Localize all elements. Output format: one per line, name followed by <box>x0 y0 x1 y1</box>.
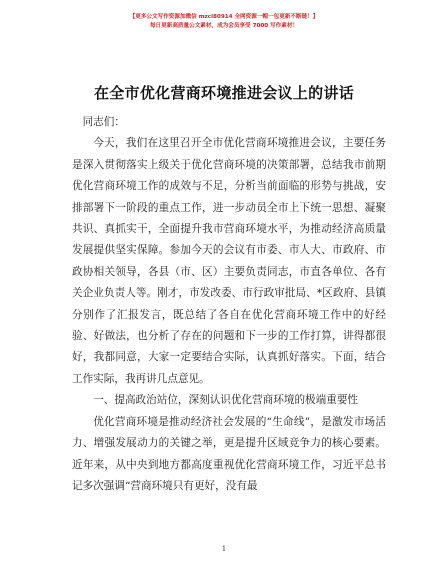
salutation: 同志们： <box>82 116 125 128</box>
paragraph-section1-body: 优化营商环境是推动经济社会发展的“生命线”，是激发市场活力、增强发展动力的关键之举，更是提升区域竞争力的核心要素。近年来，从中央到地方都高度重视优化营商环境工作，习近平总书记多次强调“营商环境只有更好，没有最 <box>72 415 386 492</box>
promo-banner-left: 【更多公文写作资源加微信 <box>129 14 197 20</box>
promo-banner-right: 全网资源一帽一包更新不断链！】 <box>234 14 319 20</box>
paragraph-intro: 今天，我们在这里召开全市优化营商环境推进会议，主要任务是深入贯彻落实上级关于优化营商环境的决策部署，总结我市前期优化营商环境工作的成效与不足，分析当前面临的形势与挑战，安排部署下一阶段的重点工作，进一步动员全市上下统一思想、凝聚共识、真抓实干，全面提升我市营商环境水平，为推动经济高质量发展提供坚实保障。参加今天的会议有市委、市人大、市政府、市政协相关领导，各县（市、区）主要负责同志，市直各单位、各有关企业负责人等。刚才，市发改委、市行政审批局、*区政府、县镇分别作了汇报发言，既总结了各自在优化营商环境工作中的好经验、好做法，也分析了存在的问题和下一步的工作打算，讲得都很好，我都同意，大家一定要结合实际，认真抓好落实。下面，结合工作实际，我再讲几点意见。 <box>72 137 386 385</box>
document-body <box>72 112 386 497</box>
page-number: 1 <box>221 545 227 553</box>
promo-banner <box>0 13 448 31</box>
document-title: 在全市优化营商环境推进会议上的讲话 <box>93 84 355 102</box>
promo-banner-line1 <box>0 13 448 22</box>
promo-banner-wechat-id: mzcl80914 <box>198 14 233 20</box>
section-heading-1: 一、提高政治站位，深刻认识优化营商环境的极端重要性 <box>93 394 359 407</box>
promo-banner-line2: 每日更新高质量公文素材，成为会员享受 7000 写作素材！ <box>149 23 299 29</box>
